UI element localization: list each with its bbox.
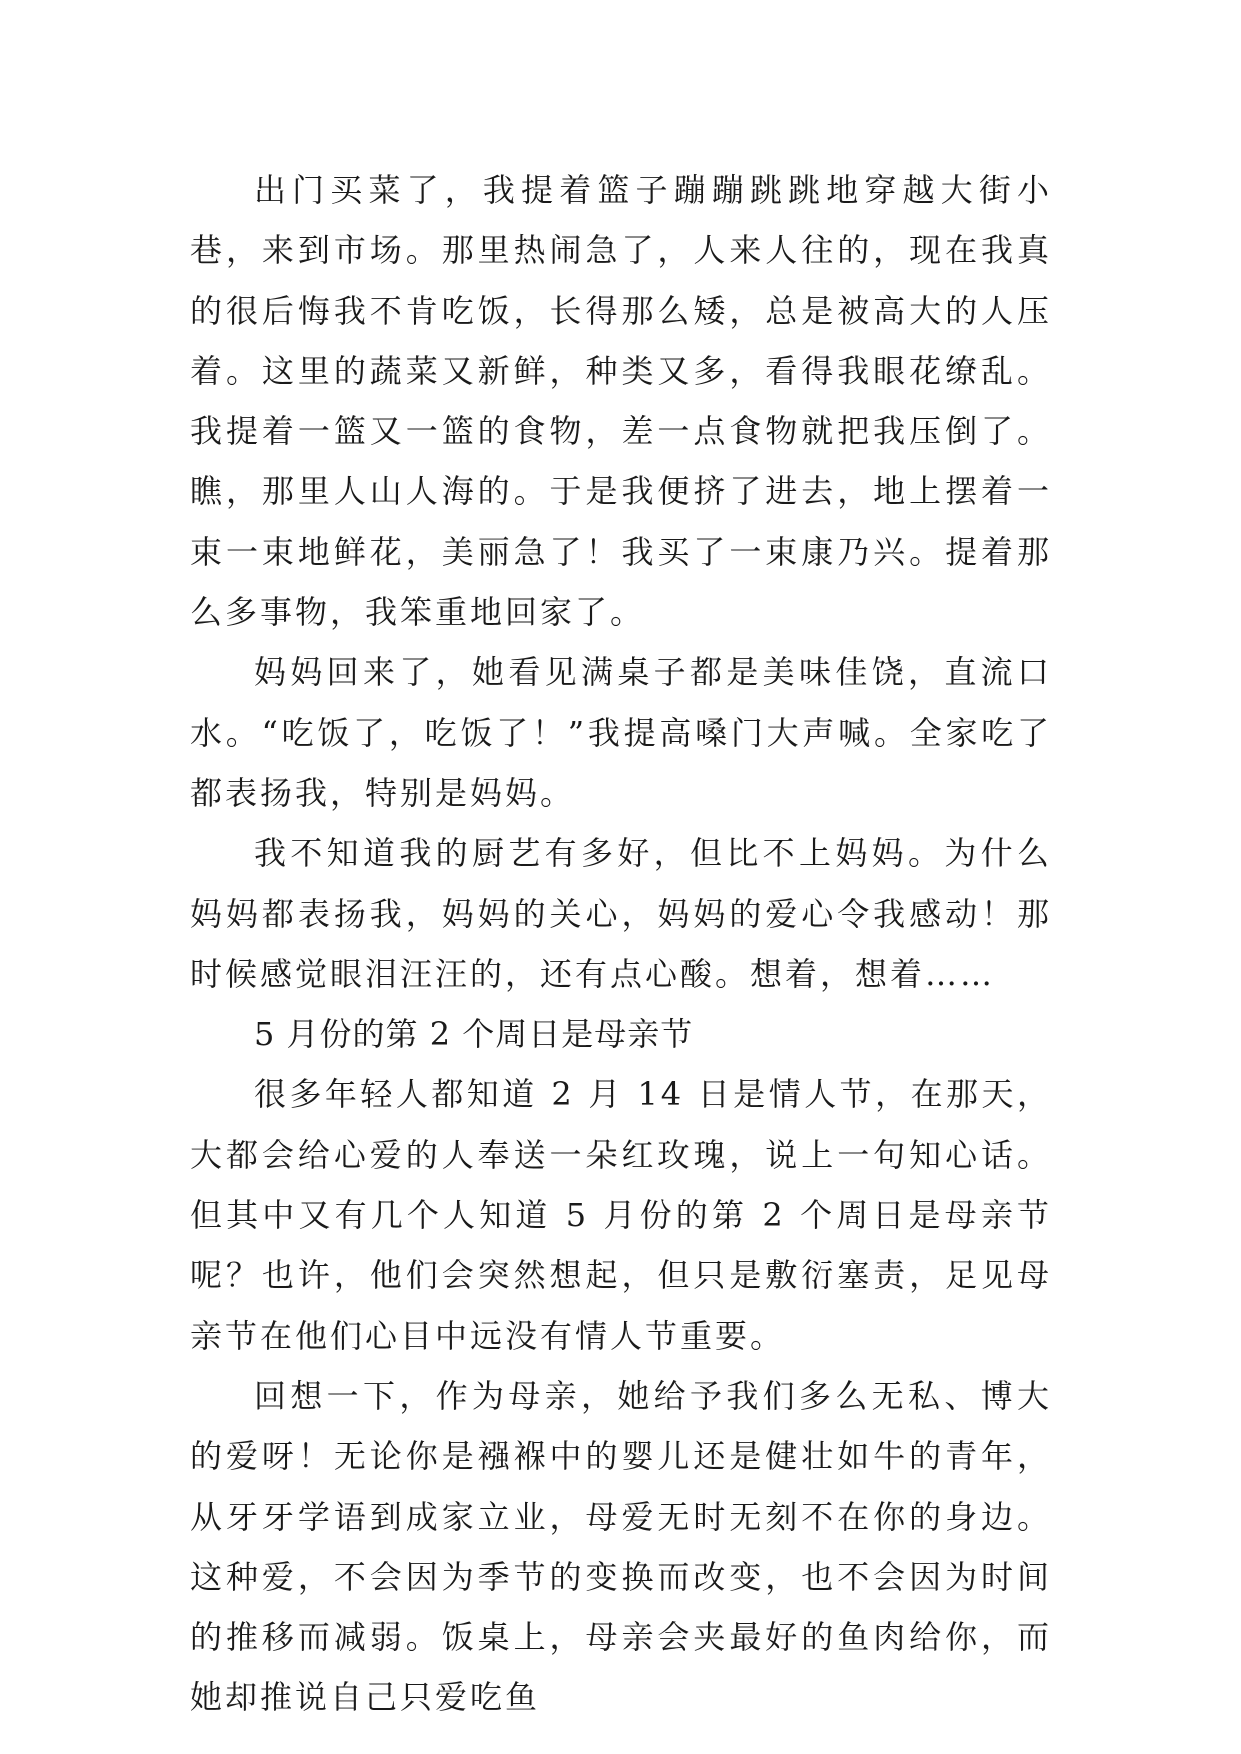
paragraph-valentines: 很多年轻人都知道 2 月 14 日是情人节，在那天，大都会给心爱的人奉送一朵红玫瑰，说上一句知心话。但其中又有几个人知道 5 月份的第 2 个周日是母亲节呢？也许，他们会突然想起，但只是敷衍塞责，足见母亲节在他们心目中远没有情人节重要。 [190,1075,1052,1355]
paragraph-reflection: 我不知道我的厨艺有多好，但比不上妈妈。为什么妈妈都表扬我，妈妈的关心，妈妈的爱心令我感动！那时候感觉眼泪汪汪的，还有点心酸。想着，想着…… [190,834,1052,993]
paragraph-mothers-love: 回想一下，作为母亲，她给予我们多么无私、博大的爱呀！无论你是襁褓中的婴儿还是健壮如牛的青年，从牙牙学语到成家立业，母爱无时无刻不在你的身边。这种爱，不会因为季节的变换而改变，也不会因为时间的推移而减弱。饭桌上，母亲会夹最好的鱼肉给你，而她却推说自己只爱吃鱼 [190,1376,1052,1717]
paragraph-mother-returns: 妈妈回来了，她看见满桌子都是美味佳饶，直流口水。“吃饭了，吃饭了！”我提高嗓门大声喊。全家吃了都表扬我，特别是妈妈。 [190,653,1052,812]
section-heading: 5 月份的第 2 个周日是母亲节 [254,1015,694,1054]
paragraph-shopping: 出门买菜了，我提着篮子蹦蹦跳跳地穿越大街小巷，来到市场。那里热闹急了，人来人往的，现在我真的很后悔我不肯吃饭，长得那么矮，总是被高大的人压着。这里的蔬菜又新鲜，种类又多，看得我眼花缭乱。我提着一篮又一篮的食物，差一点食物就把我压倒了。瞧，那里人山人海的。于是我便挤了进去，地上摆着一束一束地鲜花，美丽急了！我买了一束康乃兴。提着那么多事物，我笨重地回家了。 [190,171,1052,632]
document-body [190,160,1052,1728]
